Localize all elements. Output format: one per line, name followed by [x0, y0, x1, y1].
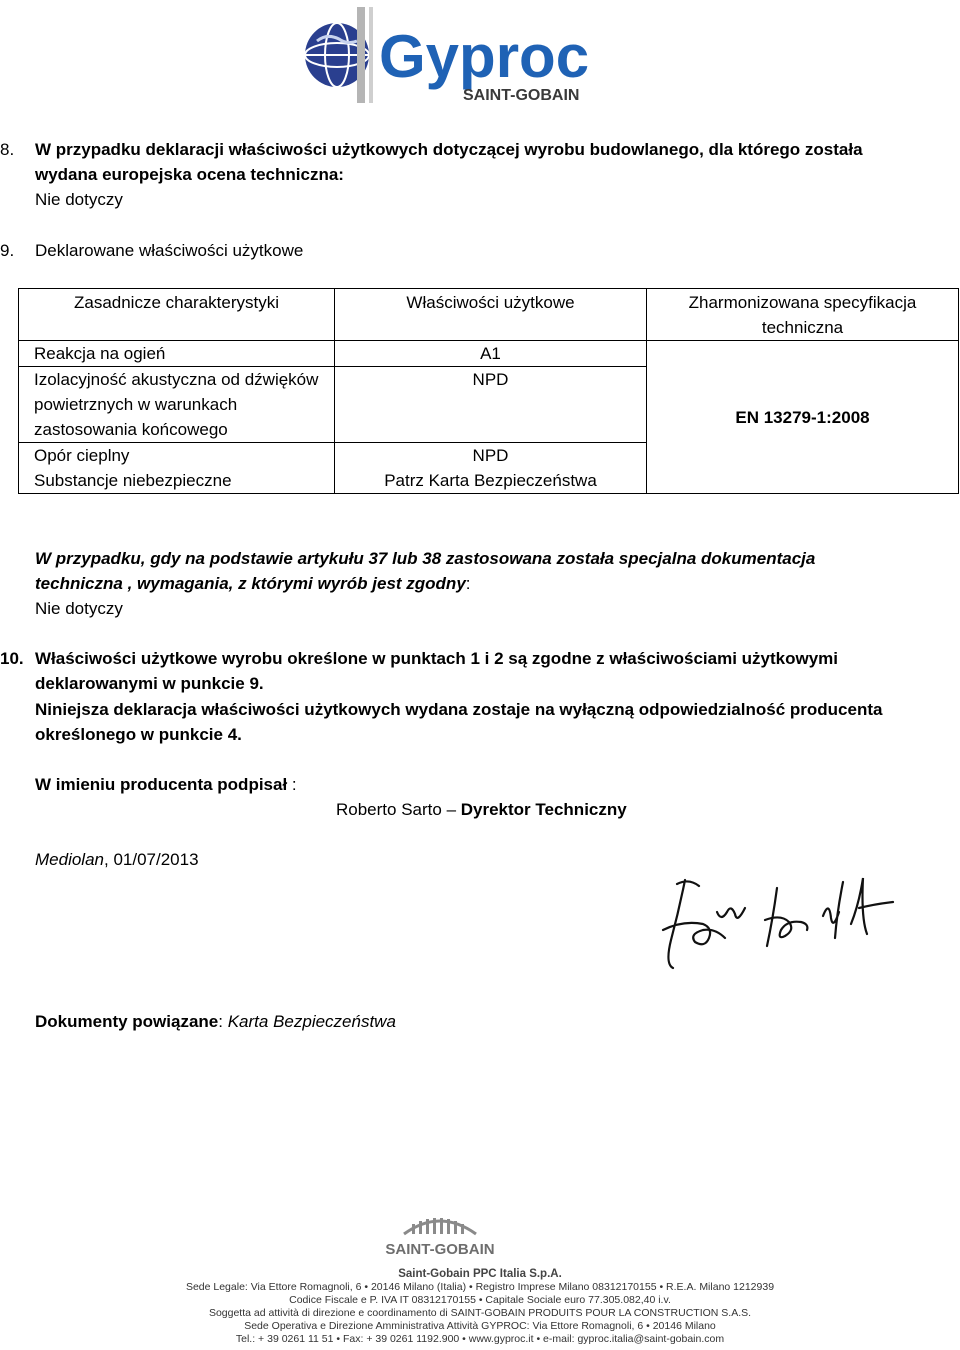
saint-gobain-logo	[368, 1210, 513, 1260]
signatory-label-wrap	[35, 772, 297, 797]
table-cell-characteristic: Izolacyjność akustyczna od dźwięków powietrznych w warunkach zastosowania końcowego	[19, 367, 335, 443]
special-doc-text-line2: techniczna , wymagania, z którymi wyrób jest zgodny	[35, 574, 466, 593]
related-documents	[35, 1009, 396, 1034]
signatory-label: W imieniu producenta podpisał	[35, 775, 288, 794]
table-cell-performance: A1	[335, 341, 647, 367]
section-8-number: 8.	[0, 140, 15, 159]
special-doc-value: Nie dotyczy	[35, 599, 123, 618]
date: , 01/07/2013	[104, 850, 199, 869]
company-footer	[110, 1268, 850, 1346]
handwritten-signature	[655, 872, 900, 977]
footer-line: Tel.: + 39 0261 11 51 • Fax: + 39 0261 1192.900 • www.gyproc.it • e-mail: gyproc.italia@saint-gobain.com	[235, 1333, 725, 1345]
section-10-line4: określonego w punkcie 4.	[35, 725, 242, 744]
footer-company: Saint-Gobain PPC Italia S.p.A.	[398, 1268, 562, 1280]
special-doc-colon: :	[465, 574, 471, 593]
column-header: Zasadnicze charakterystyki	[19, 289, 335, 341]
section-10-line3: Niniejsza deklaracja właściwości użytkowych wydana zostaje na wyłączną odpowiedzialność producenta	[35, 700, 883, 719]
related-value: Karta Bezpieczeństwa	[227, 1012, 396, 1031]
signatory-dash: –	[441, 800, 461, 819]
place-date	[35, 847, 199, 872]
table-row	[19, 341, 959, 367]
section-9-title: Deklarowane właściwości użytkowe	[35, 241, 304, 260]
related-label: Dokumenty powiązane	[35, 1012, 219, 1031]
signatory-name: Roberto Sarto	[336, 800, 442, 819]
section-8-text-line2: wydana europejska ocena techniczna:	[35, 165, 344, 184]
section-8-text-line1: W przypadku deklaracji właściwości użytkowych dotyczącej wyrobu budowlanego, dla którego została	[35, 140, 863, 159]
gyproc-logo	[295, 5, 595, 105]
footer-line: Sede Operativa e Direzione Amministrativa Attività GYPROC: Via Ettore Romagnoli, 6 • 20146 Milano	[244, 1320, 716, 1332]
column-header: Zharmonizowana specyfikacja techniczna	[647, 289, 959, 341]
signatory-role: Dyrektor Techniczny	[460, 800, 627, 819]
section-10-number: 10.	[0, 649, 24, 668]
table-cell-characteristic: Reakcja na ogień	[19, 341, 335, 367]
table-cell-characteristic: Substancje niebezpieczne	[19, 468, 335, 494]
section-8-value: Nie dotyczy	[35, 190, 123, 209]
section-9-number: 9.	[0, 241, 15, 260]
table-cell-performance: NPD	[335, 367, 647, 443]
place: Mediolan	[35, 850, 104, 869]
special-doc-text-line1: W przypadku, gdy na podstawie artykułu 37 lub 38 zastosowana została specjalna dokumentacja	[35, 549, 816, 568]
signatory-label-suffix: :	[287, 775, 297, 794]
footer-line: Sede Legale: Via Ettore Romagnoli, 6 • 20146 Milano (Italia) • Registro Imprese Milano 08312170155 • R.E.A. Milano 1212939	[185, 1281, 775, 1293]
column-header: Właściwości użytkowe	[335, 289, 647, 341]
footer-line: Soggetta ad attività di direzione e coordinamento di SAINT-GOBAIN PRODUITS POUR LA CONSTRUCTION S.A.S.	[208, 1307, 752, 1319]
table-header-row	[19, 289, 959, 341]
related-colon: :	[218, 1012, 228, 1031]
svg-text:SAINT-GOBAIN: SAINT-GOBAIN	[385, 1241, 495, 1258]
footer-line: Codice Fiscale e P. IVA IT 08312170155 • Capitale Sociale euro 77.305.082,40 i.v.	[289, 1294, 671, 1306]
table-cell-performance: NPD	[335, 443, 647, 469]
performance-table	[18, 288, 959, 494]
signatory-name-line	[336, 797, 627, 822]
table-cell-specification: EN 13279-1:2008	[647, 341, 959, 494]
section-10-line1: Właściwości użytkowe wyrobu określone w punktach 1 i 2 są zgodne z właściwościami użytkowymi	[35, 649, 839, 668]
svg-text:Gyproc: Gyproc	[379, 23, 590, 90]
section-10-line2: deklarowanymi w punkcie 9.	[35, 674, 264, 693]
table-cell-performance: Patrz Karta Bezpieczeństwa	[335, 468, 647, 494]
table-cell-characteristic: Opór cieplny	[19, 443, 335, 469]
special-doc-text-line2-wrap	[35, 571, 471, 596]
svg-text:SAINT-GOBAIN: SAINT-GOBAIN	[463, 87, 580, 104]
